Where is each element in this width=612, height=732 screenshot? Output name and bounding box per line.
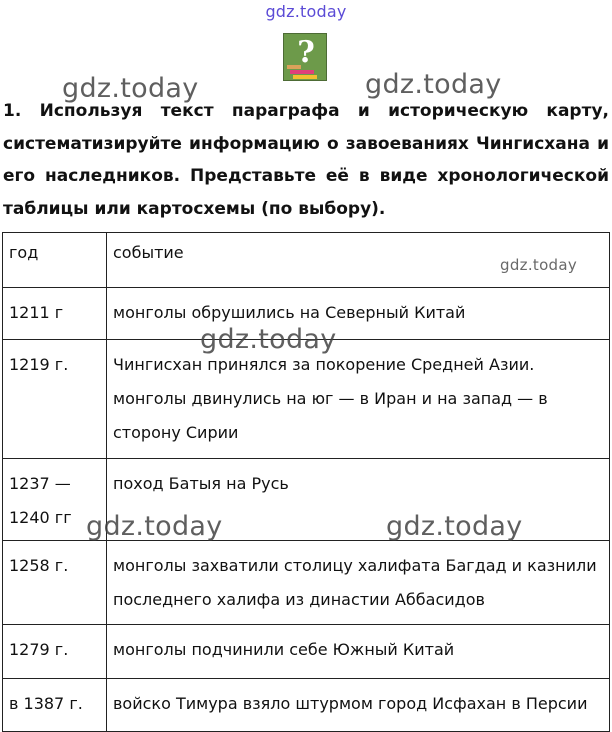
watermark: gdz.today bbox=[62, 73, 199, 104]
table-row bbox=[3, 625, 610, 679]
question-icon: ? bbox=[283, 33, 327, 81]
row-year: 1211 г bbox=[3, 288, 107, 340]
event-line: монголы подчинили себе Южный Китай bbox=[113, 640, 455, 659]
event-line: поход Батыя на Русь bbox=[113, 474, 289, 493]
task-text: 1. Используя текст параграфа и историческую карту, систематизируйте информацию о завоеваниях Чингисхана и его наследников. Представьте её в виде хронологической таблицы или картосхемы (по выбору). bbox=[3, 101, 609, 219]
year-line: 1237 — bbox=[9, 474, 71, 493]
chronology-table bbox=[2, 232, 610, 732]
watermark: gdz.today bbox=[365, 69, 502, 100]
row-event bbox=[107, 679, 610, 732]
event-line: войско Тимура взяло штурмом город Исфахан в Персии bbox=[113, 694, 588, 713]
header-year: год bbox=[3, 233, 107, 288]
table-row bbox=[3, 340, 610, 459]
event-line: монголы двинулись на юг — в Иран и на запад — в bbox=[113, 389, 548, 408]
event-line: монголы обрушились на Северный Китай bbox=[113, 303, 466, 322]
event-line: последнего халифа из династии Аббасидов bbox=[113, 590, 485, 609]
row-year: 1279 г. bbox=[3, 625, 107, 679]
event-line: монголы захватили столицу халифата Багдад и казнили bbox=[113, 556, 597, 575]
row-event bbox=[107, 625, 610, 679]
row-event bbox=[107, 340, 610, 459]
row-year: в 1387 г. bbox=[3, 679, 107, 732]
row-event bbox=[107, 541, 610, 625]
watermark: gdz.today bbox=[200, 324, 337, 355]
event-line: Чингисхан принялся за покорение Средней Азии. bbox=[113, 355, 535, 374]
watermark: gdz.today bbox=[500, 256, 578, 274]
event-line: сторону Сирии bbox=[113, 423, 239, 442]
watermark: gdz.today bbox=[86, 511, 223, 542]
year-line: 1240 гг bbox=[9, 508, 72, 527]
watermark: gdz.today bbox=[386, 511, 523, 542]
row-year: 1219 г. bbox=[3, 340, 107, 459]
site-watermark-top: gdz.today bbox=[265, 2, 347, 21]
header-event: событие bbox=[107, 233, 610, 288]
row-event bbox=[107, 288, 610, 340]
table-row bbox=[3, 679, 610, 732]
row-year: 1258 г. bbox=[3, 541, 107, 625]
table-row bbox=[3, 541, 610, 625]
